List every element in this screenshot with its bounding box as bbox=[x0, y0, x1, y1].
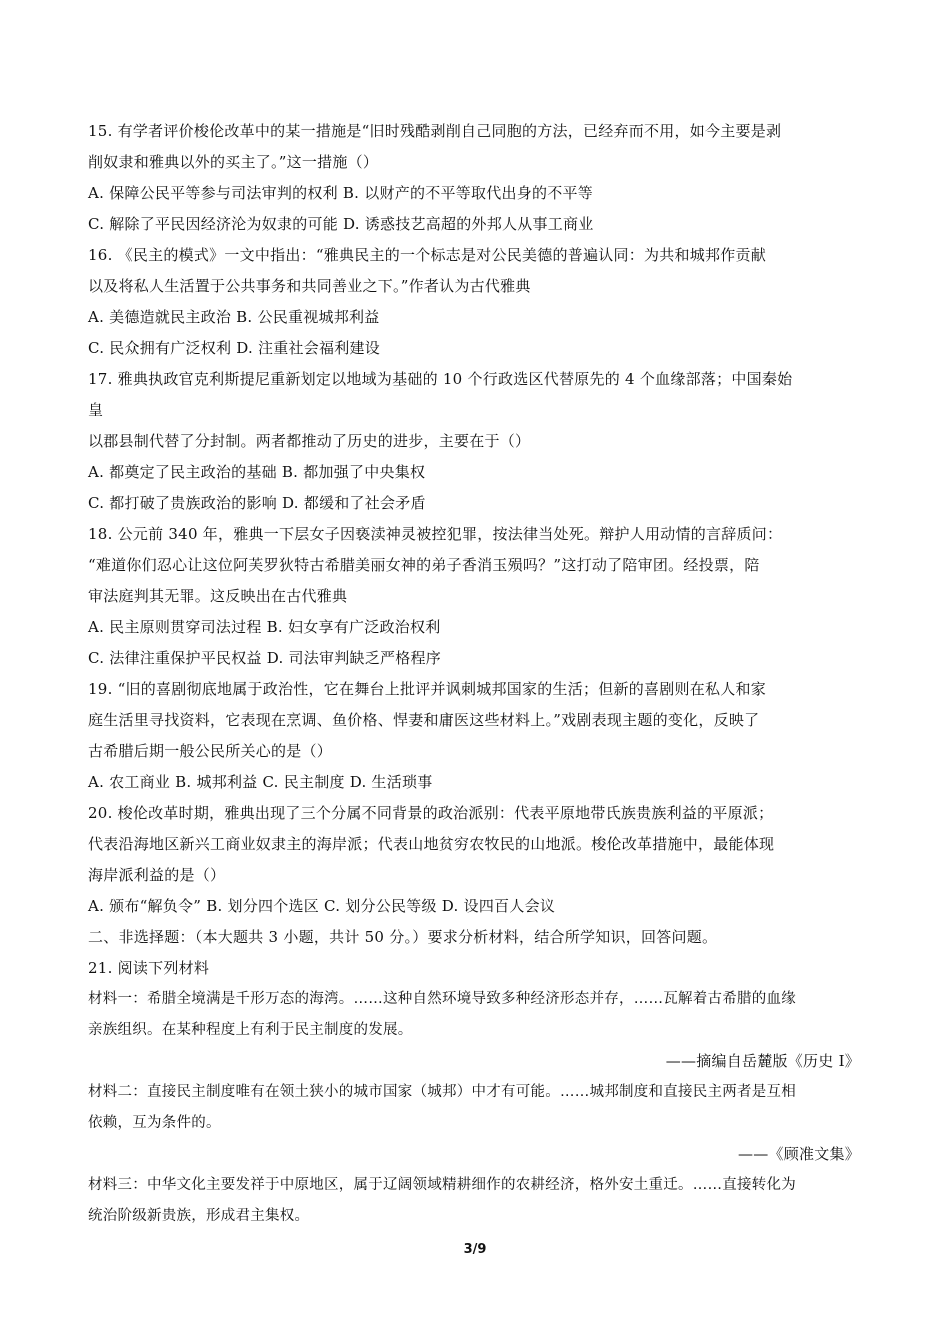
page-number: 3/9 bbox=[463, 1242, 487, 1257]
question-18-options-cd: C. 法律注重保护平民权益 D. 司法审判缺乏严格程序 bbox=[88, 649, 442, 667]
material-2-line-2: 依赖，互为条件的。 bbox=[88, 1115, 221, 1131]
question-18-options-ab: A. 民主原则贯穿司法过程 B. 妇女享有广泛政治权利 bbox=[88, 618, 441, 636]
question-16-line-1: 16. 《民主的模式》一文中指出：“雅典民主的一个标志是对公民美德的普遍认同：为共和城邦作贡献 bbox=[88, 246, 767, 264]
question-19-options: A. 农工商业 B. 城邦利益 C. 民主制度 D. 生活琐事 bbox=[88, 773, 433, 791]
document-page bbox=[88, 116, 866, 1232]
question-18-line-2: “难道你们忍心让这位阿芙罗狄特古希腊美丽女神的弟子香消玉殒吗？”这打动了陪审团。经投票，陪 bbox=[88, 556, 760, 574]
question-19-line-1: 19. “旧的喜剧彻底地属于政治性，它在舞台上批评并讽刺城邦国家的生活；但新的喜剧则在私人和家 bbox=[88, 680, 767, 698]
question-16-line-2: 以及将私人生活置于公共事务和共同善业之下。”作者认为古代雅典 bbox=[88, 277, 531, 295]
question-15-options-cd: C. 解除了平民因经济沦为奴隶的可能 D. 诱惑技艺高超的外邦人从事工商业 bbox=[88, 215, 594, 233]
material-3-line-1: 材料三：中华文化主要发祥于中原地区，属于辽阔领域精耕细作的农耕经济，格外安土重迁。……直接转化为 bbox=[88, 1177, 796, 1193]
question-18-line-1: 18. 公元前 340 年，雅典一下层女子因亵渎神灵被控犯罪，按法律当处死。辩护人用动情的言辞质问： bbox=[88, 525, 783, 543]
question-20-line-3: 海岸派利益的是（） bbox=[88, 866, 226, 884]
material-1-source: ——摘编自岳麓版《历史 I》 bbox=[665, 1052, 860, 1070]
material-3-line-2: 统治阶级新贵族，形成君主集权。 bbox=[88, 1208, 310, 1224]
question-16-options-cd: C. 民众拥有广泛权利 D. 注重社会福利建设 bbox=[88, 339, 381, 357]
question-17-options-cd: C. 都打破了贵族政治的影响 D. 都缓和了社会矛盾 bbox=[88, 494, 426, 512]
question-19-line-2: 庭生活里寻找资料，它表现在烹调、鱼价格、悍妻和庸医这些材料上。”戏剧表现主题的变化，反映了 bbox=[88, 711, 760, 729]
material-1-line-2: 亲族组织。在某种程度上有利于民主制度的发展。 bbox=[88, 1022, 413, 1038]
question-17-line-1: 17. 雅典执政官克利斯提尼重新划定以地域为基础的 10 个行政选区代替原先的 4 个血缘部落；中国秦始 bbox=[88, 370, 793, 388]
section-heading-non-choice: 二、非选择题：（本大题共 3 小题，共计 50 分。）要求分析材料，结合所学知识，回答问题。 bbox=[88, 928, 718, 946]
question-20-line-1: 20. 梭伦改革时期，雅典出现了三个分属不同背景的政治派别：代表平原地带氏族贵族利益的平原派； bbox=[88, 804, 774, 822]
material-2-source: ——《顾准文集》 bbox=[737, 1145, 860, 1163]
question-20-options: A. 颁布“解负令” B. 划分四个选区 C. 划分公民等级 D. 设四百人会议 bbox=[88, 897, 556, 915]
question-17-line-2: 皇 bbox=[88, 401, 104, 419]
question-16-options-ab: A. 美德造就民主政治 B. 公民重视城邦利益 bbox=[88, 308, 380, 326]
question-20-line-2: 代表沿海地区新兴工商业奴隶主的海岸派；代表山地贫穷农牧民的山地派。梭伦改革措施中，最能体现 bbox=[88, 835, 775, 853]
question-17-options-ab: A. 都奠定了民主政治的基础 B. 都加强了中央集权 bbox=[88, 463, 426, 481]
question-18-line-3: 审法庭判其无罪。这反映出在古代雅典 bbox=[88, 587, 348, 605]
question-21-prompt: 21. 阅读下列材料 bbox=[88, 959, 210, 977]
question-15-options-ab: A. 保障公民平等参与司法审判的权利 B. 以财产的不平等取代出身的不平等 bbox=[88, 184, 593, 202]
material-1-line-1: 材料一：希腊全境满是千形万态的海湾。……这种自然环境导致多种经济形态并存，……瓦解着古希腊的血缘 bbox=[88, 991, 796, 1007]
question-15-line-2: 削奴隶和雅典以外的买主了。”这一措施（） bbox=[88, 153, 379, 171]
question-15-line-1: 15. 有学者评价梭伦改革中的某一措施是“旧时残酷剥削自己同胞的方法，已经弃而不用，如今主要是剥 bbox=[88, 122, 782, 140]
question-17-line-3: 以郡县制代替了分封制。两者都推动了历史的进步，主要在于（） bbox=[88, 432, 531, 450]
question-19-line-3: 古希腊后期一般公民所关心的是（） bbox=[88, 742, 333, 760]
material-2-line-1: 材料二：直接民主制度唯有在领土狭小的城市国家（城邦）中才有可能。……城邦制度和直接民主两者是互相 bbox=[88, 1084, 796, 1100]
